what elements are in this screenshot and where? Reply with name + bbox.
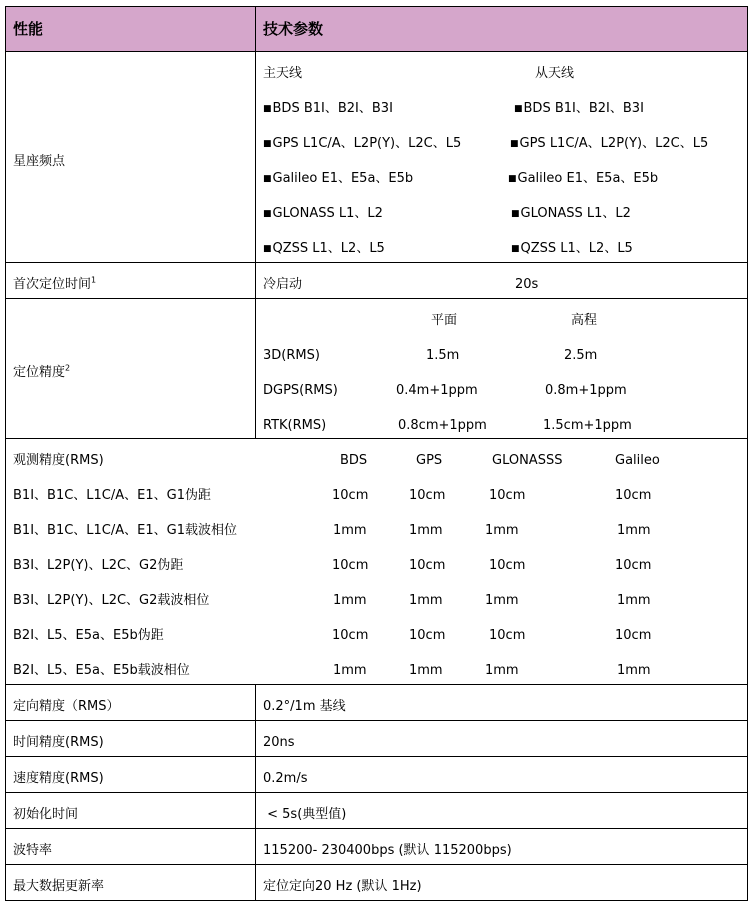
ttff-label [13,277,96,293]
bullet-icon: ■ [511,244,520,254]
observation-value: 1mm [333,593,367,608]
slave-item-text: Galileo E1、E5a、E5b [517,171,659,186]
positioning-row-name: DGPS(RMS) [263,383,338,398]
spec-label: 最大数据更新率 [13,879,105,894]
header-row [5,6,748,52]
observation-value: 1mm [409,593,443,608]
main-antenna-label: 主天线 [263,66,303,81]
observation-value: 10cm [615,488,652,503]
observation-value: 10cm [615,628,652,643]
observation-row-name: B2I、L5、E5a、E5b伪距 [13,628,164,643]
slave-item-text: GLONASS L1、L2 [520,206,631,221]
observation-value: 1mm [617,663,651,678]
bullet-icon: ■ [508,174,517,184]
footnote-marker: 1 [91,275,97,285]
system-header-glonass: GLONASSS [492,453,563,468]
positioning-plane-value: 1.5m [426,348,460,363]
slave-item-text: BDS B1I、B2I、B3I [523,101,644,116]
spec-value: 0.2°/1m 基线 [263,699,346,714]
observation-value: 10cm [489,558,526,573]
slave-item-text: QZSS L1、L2、L5 [520,241,633,256]
positioning-row-name: RTK(RMS) [263,418,327,433]
spec-value: 115200- 230400bps (默认 115200bps) [263,843,512,858]
bullet-icon: ■ [514,104,523,114]
main-item-text: BDS B1I、B2I、B3I [272,101,393,116]
bullet-icon: ■ [263,174,272,184]
main-item [263,101,393,118]
ttff-mode: 冷启动 [263,277,303,292]
observation-value: 10cm [409,488,446,503]
positioning-label [13,365,70,381]
main-item [263,241,385,258]
slave-antenna-label: 从天线 [535,66,575,81]
spec-label: 初始化时间 [13,807,79,822]
observation-row-name: B3I、L2P(Y)、L2C、G2载波相位 [13,593,210,608]
observation-row-name: B3I、L2P(Y)、L2C、G2伪距 [13,558,184,573]
main-item-text: GLONASS L1、L2 [272,206,383,221]
observation-value: 10cm [409,628,446,643]
main-item [263,171,413,188]
spec-value: 0.2m/s [263,771,308,786]
header-specs: 技术参数 [263,20,324,38]
observation-value: 1mm [333,523,367,538]
observation-row-name: B2I、L5、E5a、E5b载波相位 [13,663,190,678]
constellation-label: 星座频点 [13,154,66,169]
positioning-height-value: 1.5cm+1ppm [543,418,632,433]
slave-item-text: GPS L1C/A、L2P(Y)、L2C、L5 [519,136,709,151]
positioning-height-value: 2.5m [564,348,598,363]
observation-value: 1mm [409,663,443,678]
positioning-col-plane: 平面 [431,313,458,328]
observation-value: 10cm [332,628,369,643]
observation-value: 10cm [332,488,369,503]
bullet-icon: ■ [263,139,272,149]
observation-value: 10cm [409,558,446,573]
positioning-height-value: 0.8m+1ppm [545,383,627,398]
observation-value: 10cm [489,488,526,503]
spec-label: 波特率 [13,843,53,858]
spec-label: 定向精度（RMS） [13,699,120,714]
main-item-text: GPS L1C/A、L2P(Y)、L2C、L5 [272,136,462,151]
observation-value: 1mm [485,663,519,678]
spec-label: 时间精度(RMS) [13,735,104,750]
spec-table [5,6,748,901]
slave-item [510,136,708,153]
positioning-label-text: 定位精度 [13,365,66,380]
observation-value: 1mm [617,593,651,608]
observation-row-name: B1I、B1C、L1C/A、E1、G1载波相位 [13,523,237,538]
observation-row-name: B1I、B1C、L1C/A、E1、G1伪距 [13,488,211,503]
system-header-gps: GPS [416,453,443,468]
observation-value: 1mm [485,593,519,608]
bullet-icon: ■ [263,104,272,114]
observation-value: 10cm [615,558,652,573]
spec-label: 速度精度(RMS) [13,771,104,786]
slave-item [511,241,633,258]
positioning-row-name: 3D(RMS) [263,348,320,363]
main-item-text: QZSS L1、L2、L5 [272,241,385,256]
positioning-col-height: 高程 [571,313,598,328]
observation-value: 1mm [485,523,519,538]
observation-value: 1mm [333,663,367,678]
ttff-value: 20s [515,277,539,292]
positioning-plane-value: 0.4m+1ppm [396,383,478,398]
system-header-bds: BDS [340,453,368,468]
main-item [263,136,461,153]
spec-value: 20ns [263,735,295,750]
bullet-icon: ■ [511,209,520,219]
bullet-icon: ■ [263,209,272,219]
positioning-plane-value: 0.8cm+1ppm [398,418,487,433]
footnote-marker: 2 [65,363,71,373]
bullet-icon: ■ [263,244,272,254]
spec-value: 定位定向20 Hz (默认 1Hz) [263,879,422,894]
bullet-icon: ■ [510,139,519,149]
system-header-galileo: Galileo [615,453,660,468]
spec-value: < 5s(典型值) [263,807,347,822]
observation-value: 1mm [409,523,443,538]
slave-item [514,101,644,118]
main-item [263,206,383,223]
observation-value: 1mm [617,523,651,538]
observation-label: 观测精度(RMS) [13,453,104,468]
ttff-label-text: 首次定位时间 [13,277,92,292]
slave-item [511,206,631,223]
main-item-text: Galileo E1、E5a、E5b [272,171,414,186]
observation-value: 10cm [332,558,369,573]
observation-value: 10cm [489,628,526,643]
slave-item [508,171,658,188]
header-performance: 性能 [13,20,44,38]
